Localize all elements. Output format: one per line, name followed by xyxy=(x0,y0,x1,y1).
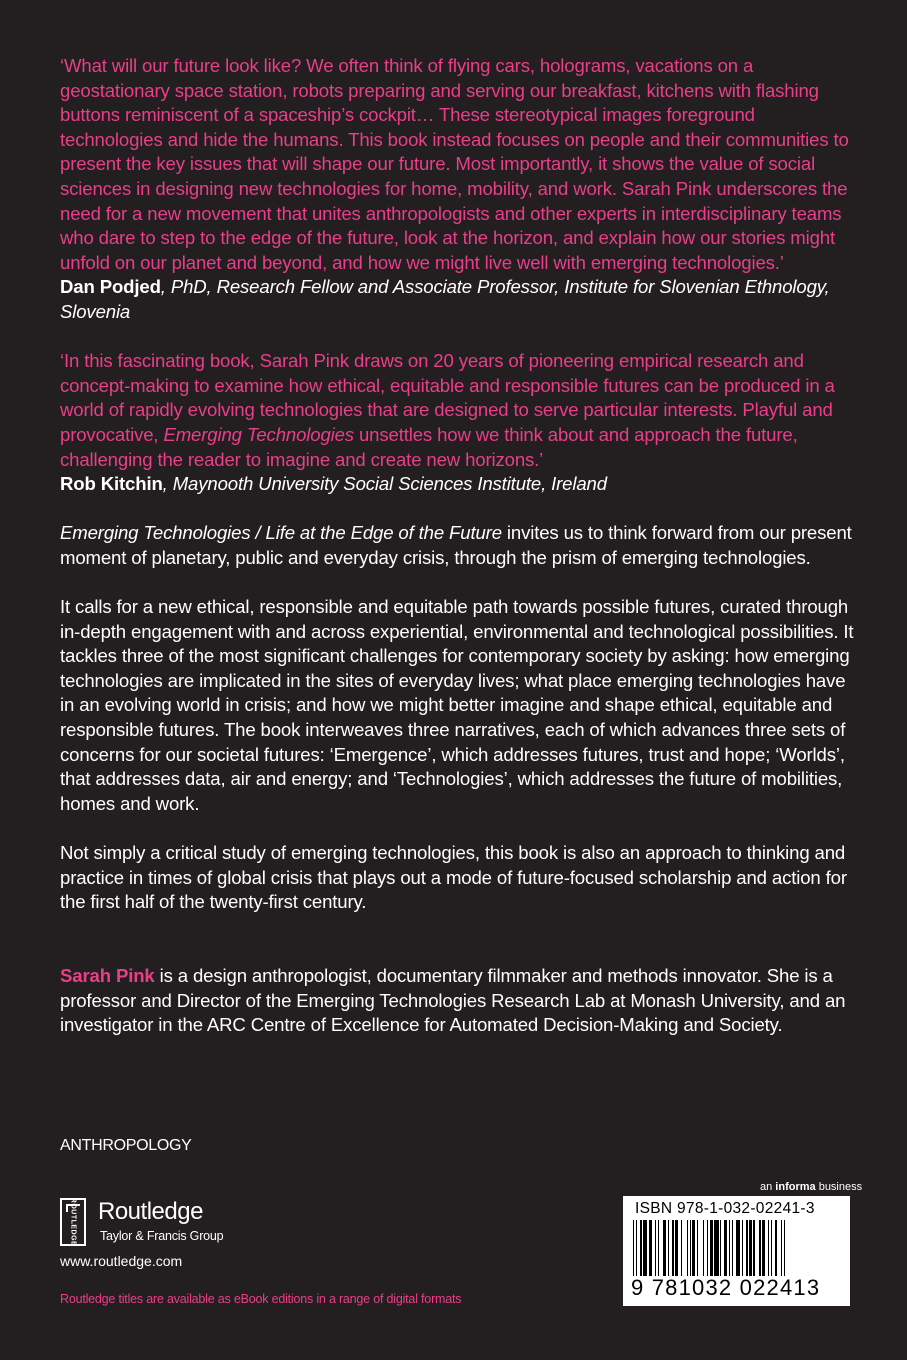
barcode-bar xyxy=(746,1220,747,1276)
barcode-bar xyxy=(690,1220,691,1276)
back-cover-text xyxy=(60,54,860,1038)
quote2-part-1: ‘In this fascinating book, Sarah Pink draws on 20 years of pioneering empirical research and concept-making to examine how ethical, equitable and responsible futures can be produced in a world of rapidly evolving technologies that are designed to serve particular interests. Playful and provocative, xyxy=(60,350,835,445)
barcode-bar xyxy=(771,1220,772,1276)
author-bio xyxy=(60,964,860,1038)
barcode-bar xyxy=(707,1220,708,1276)
barcode-bar xyxy=(697,1220,698,1276)
barcode-bar xyxy=(703,1220,704,1276)
barcode-bar xyxy=(775,1220,776,1276)
author-name: Sarah Pink xyxy=(60,964,155,986)
publisher-name: Routledge xyxy=(98,1198,203,1225)
barcode-bar xyxy=(784,1220,785,1276)
ebook-note: Routledge titles are available as eBook editions in a range of digital formats xyxy=(60,1292,462,1306)
barcode-bar xyxy=(655,1220,656,1276)
barcode-bar xyxy=(643,1220,647,1276)
barcode-bar xyxy=(749,1220,752,1276)
barcode-bar xyxy=(781,1220,782,1276)
barcode-bar xyxy=(668,1220,669,1276)
routledge-logo xyxy=(60,1198,260,1248)
barcode-bar xyxy=(710,1220,713,1276)
endorsement-attribution-2 xyxy=(60,472,860,497)
isbn-label: ISBN 978-1-032-02241-3 xyxy=(635,1200,815,1217)
publisher-url: www.routledge.com xyxy=(60,1253,183,1269)
barcode-bar xyxy=(724,1220,727,1276)
subject-category: ANTHROPOLOGY xyxy=(60,1137,192,1154)
barcode-bar xyxy=(753,1220,754,1276)
isbn-barcode xyxy=(623,1196,850,1306)
endorser-affiliation-1: , PhD, Research Fellow and Associate Professor, Institute for Slovenian Ethnology, Slovenia xyxy=(60,276,830,322)
routledge-logo-mark xyxy=(60,1198,86,1246)
quote2-book-title: Emerging Technologies xyxy=(163,423,354,445)
barcode-bar xyxy=(732,1220,733,1276)
endorsement-quote-1: ‘What will our future look like? We often think of flying cars, holograms, vacations on a geostationary space station, robots preparing and serving our breakfast, kitchens with flashing buttons reminiscent of a spaceship’s cockpit… These stereotypical images foreground technologies and hide the humans. This book instead focuses on people and their communities to present the key issues that will shape our future. Most importantly, it shows the value of social sciences in designing new technologies for home, mobility, and work. Sarah Pink underscores the need for a new movement that unites anthropologists and other experts in interdisciplinary teams who dare to step to the edge of the future, look at the horizon, and explain how our stories might unfold on our planet and beyond, and how we might live well with emerging technologies.’ xyxy=(60,55,849,273)
barcode-bar xyxy=(714,1220,718,1276)
barcode-bar xyxy=(742,1220,743,1276)
book-title-italic: Emerging Technologies / Life at the Edge of the Future xyxy=(60,522,502,544)
barcode-bar xyxy=(681,1220,682,1276)
publisher-group: Taylor & Francis Group xyxy=(100,1229,224,1243)
barcode-bar xyxy=(663,1220,666,1276)
barcode-bar xyxy=(759,1220,760,1276)
informa-business-tag xyxy=(760,1181,862,1193)
blurb-paragraph-2: It calls for a new ethical, responsible and equitable path towards possible futures, curated through in-depth engagement with and across experiential, environmental and technological possibilities. It tackles three of the most significant challenges for contemporary society by asking: how emerging technologies are implicated in the sites of everyday lives; what place emerging technologies have in an evolving world in crisis; and how we might better imagine and shape ethical, equitable and responsible futures. The book interweaves three narratives, each of which advances three sets of concerns for our societal futures: ‘Emergence’, which addresses futures, trust and hope; ‘Worlds’, that addresses data, air and energy; and ‘Technologies’, which addresses the future of mobilities, homes and work. xyxy=(60,596,854,814)
endorser-affiliation-2: , Maynooth University Social Sciences Institute, Ireland xyxy=(162,473,607,495)
barcode-bar xyxy=(762,1220,765,1276)
barcode-bar xyxy=(687,1220,688,1276)
blurb-paragraph-3: Not simply a critical study of emerging technologies, this book is also an approach to thinking and practice in times of global crisis that plays out a mode of future-focused scholarship and action for the first half of the twenty-first century. xyxy=(60,842,847,913)
endorser-name-1: Dan Podjed xyxy=(60,276,161,298)
barcode-bar xyxy=(768,1220,769,1276)
informa-brand: informa xyxy=(775,1181,816,1193)
endorser-name-2: Rob Kitchin xyxy=(60,473,163,495)
barcode-bar xyxy=(649,1220,652,1276)
barcode-bar xyxy=(636,1220,637,1276)
endorsement-quote-2 xyxy=(60,349,860,472)
barcode-bar xyxy=(720,1220,721,1276)
barcode-bar xyxy=(729,1220,730,1276)
blurb-paragraph-1 xyxy=(60,521,860,570)
barcode-bar xyxy=(675,1220,678,1276)
informa-prefix: an xyxy=(760,1181,776,1193)
logo-mark-text: ROUTLEDGE xyxy=(69,1197,77,1247)
blurb-p1-text: invites us to think forward from our present moment of planetary, public and everyday crisis, through the prism of emerging technologies. xyxy=(60,522,852,568)
informa-suffix: business xyxy=(815,1181,863,1193)
barcode-bar xyxy=(672,1220,673,1276)
barcode-bars xyxy=(633,1220,838,1276)
quote2-part-2: unsettles how we think about and approach the future, challenging the reader to imagine and create new horizons.’ xyxy=(60,423,798,470)
barcode-digits: 9 781032 022413 xyxy=(631,1275,821,1300)
barcode-bar xyxy=(633,1220,634,1276)
barcode-bar xyxy=(736,1220,740,1276)
barcode-bar xyxy=(692,1220,695,1276)
barcode-bar xyxy=(640,1220,641,1276)
endorsement-attribution-1 xyxy=(60,275,860,324)
barcode-bar xyxy=(658,1220,659,1276)
author-bio-text: is a design anthropologist, documentary filmmaker and methods innovator. She is a professor and Director of the Emerging Technologies Research Lab at Monash University, and an investigator in the ARC Centre of Excellence for Automated Decision-Making and Society. xyxy=(60,964,846,1036)
